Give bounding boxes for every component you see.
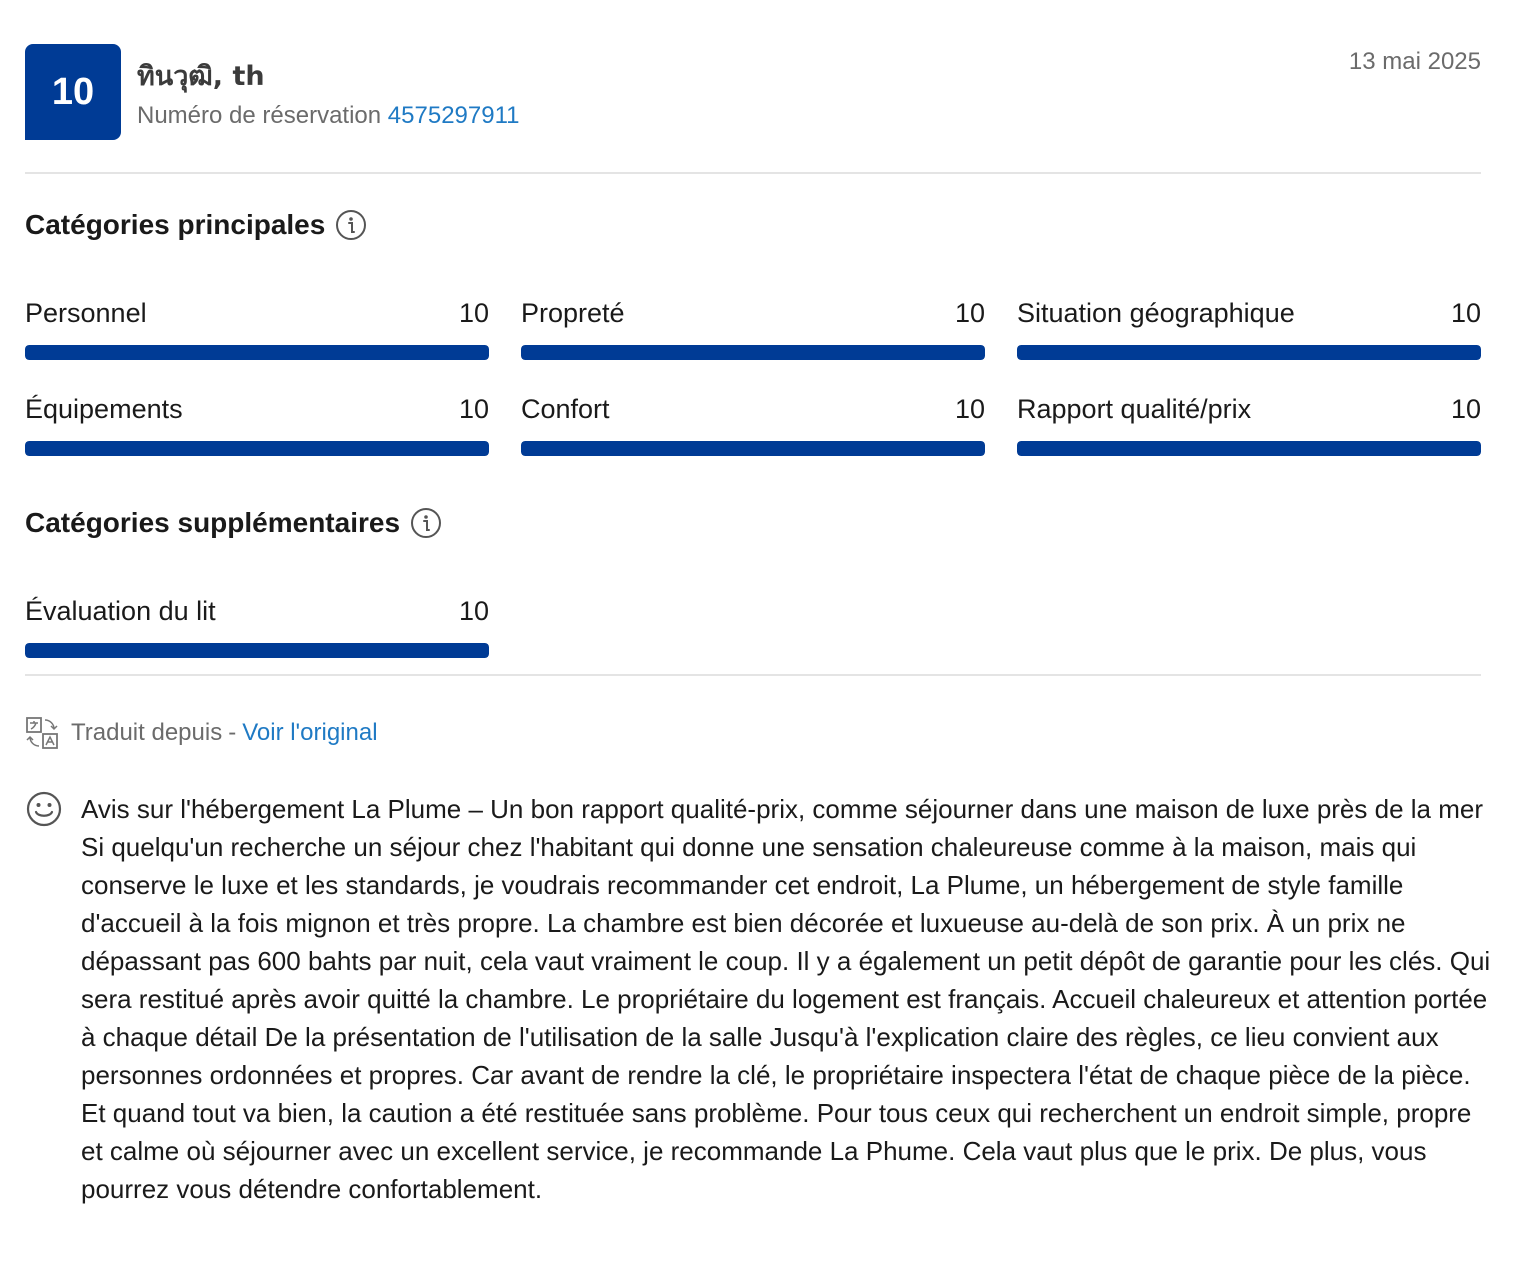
translate-icon: [25, 716, 59, 750]
extra-categories-title: [25, 507, 442, 539]
reservation-info: [137, 102, 520, 130]
category-score: 10: [458, 394, 489, 424]
category-bar-fill: [1017, 345, 1481, 360]
divider: [25, 674, 1481, 676]
category-score: 10: [954, 394, 985, 424]
category-evaluation-lit: [25, 596, 489, 656]
category-label: Propreté: [521, 298, 625, 328]
category-bar-fill: [25, 345, 489, 360]
extra-categories-title-text: Catégories supplémentaires: [25, 507, 401, 538]
category-bar-fill: [521, 441, 985, 456]
category-score: 10: [954, 298, 985, 328]
main-categories-title: [25, 209, 367, 241]
category-label: Rapport qualité/prix: [1017, 394, 1252, 424]
translation-row: [25, 716, 378, 750]
category-rapport-qualite-prix: [1017, 394, 1481, 454]
category-score: 10: [1450, 298, 1481, 328]
category-label: Confort: [521, 394, 610, 424]
category-bar-fill: [1017, 441, 1481, 456]
review-header: [25, 44, 1481, 140]
translation-separator: -: [228, 719, 237, 746]
category-bar-fill: [521, 345, 985, 360]
category-situation: [1017, 298, 1481, 358]
category-score: 10: [458, 298, 489, 328]
category-bar-fill: [25, 441, 489, 456]
category-bar-track: [521, 345, 985, 360]
category-label: Situation géographique: [1017, 298, 1295, 328]
category-label: Équipements: [25, 394, 183, 424]
category-personnel: [25, 298, 489, 358]
category-confort: [521, 394, 985, 454]
category-equipements: [25, 394, 489, 454]
info-icon[interactable]: [335, 209, 367, 241]
view-original-link[interactable]: Voir l'original: [242, 719, 378, 746]
category-bar-track: [1017, 345, 1481, 360]
category-score: 10: [458, 596, 489, 626]
category-bar-track: [25, 345, 489, 360]
category-score: 10: [1450, 394, 1481, 424]
category-label: Évaluation du lit: [25, 596, 216, 626]
smile-icon: [25, 790, 63, 828]
reviewer-name: ทินวุฒิ, th: [137, 61, 265, 92]
translated-from-label: Traduit depuis: [71, 719, 223, 746]
category-proprete: [521, 298, 985, 358]
review-date: 13 mai 2025: [1348, 48, 1481, 75]
review-text: Avis sur l'hébergement La Plume – Un bon rapport qualité-prix, comme séjourner dans une maison de luxe près de la mer Si quelqu'un recherche un séjour chez l'habitant qui donne une sensation chaleureuse comme à la maison, mais qui conserve le luxe et les standards, je voudrais recommander cet endroit, La Plume, un hébergement de style famille d'accueil à la fois mignon et très propre. La chambre est bien décorée et luxueuse au-delà de son prix. À un prix ne dépassant pas 600 bahts par nuit, cela vaut vraiment le coup. Il y a également un petit dépôt de garantie pour les clés. Qui sera restitué après avoir quitté la chambre. Le propriétaire du logement est français. Accueil chaleureux et attention portée à chaque détail De la présentation de l'utilisation de la salle Jusqu'à l'explication claire des règles, ce lieu convient aux personnes ordonnées et propres. Car avant de rendre la clé, le propriétaire inspectera l'état de chaque pièce de la pièce. Et quand tout va bien, la caution a été restituée sans problème. Pour tous ceux qui recherchent un endroit simple, propre et calme où séjourner avec un excellent service, je recommande La Phume. Cela vaut plus que le prix. De plus, vous pourrez vous détendre confortablement.: [81, 794, 1491, 1204]
reservation-label: Numéro de réservation: [137, 102, 382, 129]
category-bar-track: [521, 441, 985, 456]
score-badge: 10: [25, 44, 121, 140]
category-bar-fill: [25, 643, 489, 658]
category-bar-track: [25, 441, 489, 456]
divider: [25, 172, 1481, 174]
main-categories-title-text: Catégories principales: [25, 209, 326, 240]
category-bar-track: [1017, 441, 1481, 456]
info-icon[interactable]: [410, 507, 442, 539]
category-bar-track: [25, 643, 489, 658]
reservation-number-link[interactable]: 4575297911: [387, 102, 520, 129]
category-label: Personnel: [25, 298, 147, 328]
